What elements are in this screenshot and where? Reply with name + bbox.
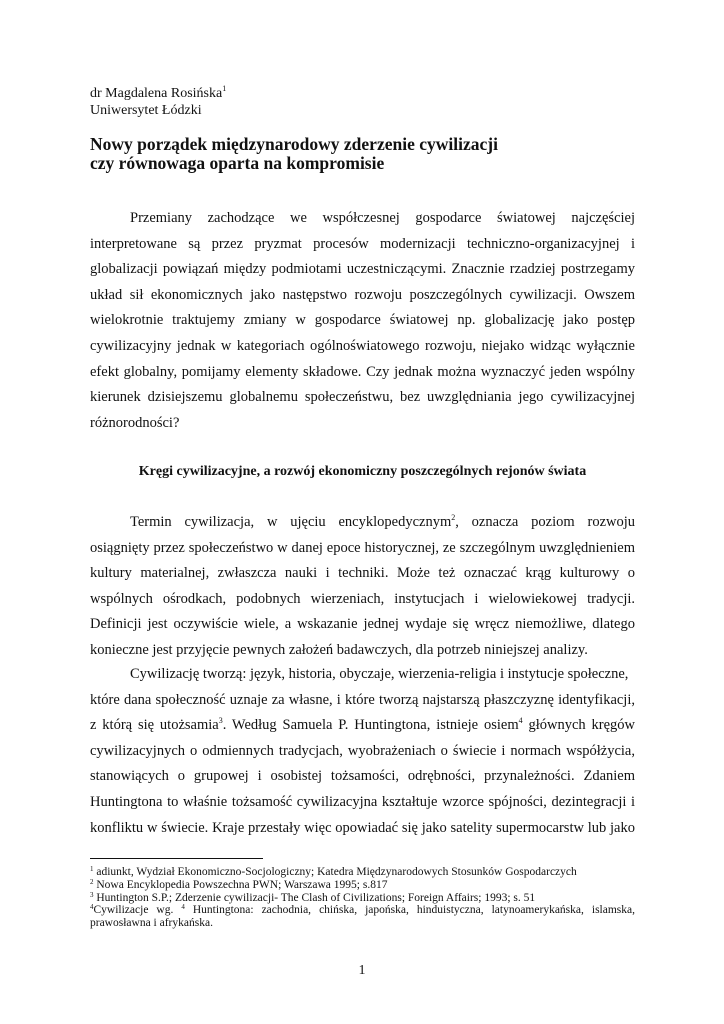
author-footnote-mark: 1	[222, 84, 227, 93]
author-line	[90, 85, 226, 102]
intro-paragraph	[90, 206, 635, 436]
footnote-text: Nowa Encyklopedia Powszechna PWN; Warszawa 1995; s.817	[93, 878, 388, 891]
civilization-line: które dana społeczność uznaje za własne, i które tworzą najstarszą płaszczyznę identyfikacji,	[90, 691, 635, 708]
footnote-number: 4	[90, 903, 94, 912]
paper-title	[90, 135, 498, 173]
civilization-line: stanowiących o grupowej i osobistej tożsamości, odrębności, przynależności. Zdaniem	[90, 768, 635, 785]
intro-line: wielokrotnie traktujemy zmiany w gospodarce światowej np. globalizację jako postęp	[90, 312, 635, 329]
footnote-number: 4	[181, 903, 185, 912]
footnote-text: Huntingtona: zachodnia, chińska, japońska, hinduistyczna, latynoamerykańska, islamska,	[184, 904, 635, 917]
footnote-mark: 4	[518, 716, 523, 726]
text-run: Termin cywilizacja, w ujęciu encyklopedycznym	[130, 514, 452, 530]
footnote	[90, 866, 635, 879]
footnote	[90, 892, 635, 905]
definition-line: konieczne jest przyjęcie pewnych założeń badawczych, dla potrzeb niniejszej analizy.	[90, 641, 588, 658]
definition-line: osiągnięty przez społeczeństwo w danej epoce historycznej, ze szczególnym uwzględnieniem	[90, 539, 635, 556]
text-run: głównych kręgów	[522, 717, 635, 734]
intro-line: układ sił ekonomicznych jako następstwo rozwoju poszczególnych cywilizacji. Owszem	[90, 286, 635, 303]
footnote-text: Cywilizacje wg.	[93, 904, 182, 917]
intro-line: cywilizacyjny jednak w kategoriach ogólnoświatowego rozwoju, niejako widząc wyłącznie	[90, 337, 635, 354]
affiliation: Uniwersytet Łódzki	[90, 103, 202, 118]
footnote-separator	[90, 858, 263, 859]
intro-line: różnorodności?	[90, 414, 180, 431]
intro-line: globalizacji powiązań między podmiotami uczestniczącymi. Znacznie rzadziej postrzegamy	[90, 261, 635, 278]
title-line-1: Nowy porządek międzynarodowy zderzenie cywilizacji	[90, 134, 498, 154]
definition-line	[90, 510, 635, 536]
footnote-number: 1	[90, 865, 94, 873]
civilization-line: konfliktu w świecie. Kraje przestały więc opowiadać się jako satelity supermocarstw lub jako	[90, 819, 635, 836]
footnote-text: adiunkt, Wydział Ekonomiczno-Socjologiczny; Katedra Międzynarodowych Stosunków Gospodarczych	[93, 866, 577, 878]
footnotes	[90, 866, 635, 930]
definition-paragraph	[90, 510, 635, 664]
intro-line: efekt globalny, pomijamy elementy składowe. Czy jednak można wyznaczyć jeden wspólny	[90, 363, 635, 380]
footnote-mark: 3	[218, 716, 223, 726]
footnote-text: Huntington S.P.; Zderzenie cywilizacji- The Clash of Civilizations; Foreign Affairs; 1993; s. 51	[93, 891, 536, 904]
title-line-2: czy równowaga oparta na kompromisie	[90, 153, 385, 173]
definition-line: kultury materialnej, zwłaszcza nauki i techniki. Może też oznaczać krąg kulturowy o	[90, 565, 635, 582]
footnote-mark: 2	[451, 513, 456, 522]
text-run: , oznacza poziom rozwoju	[455, 514, 636, 530]
text-run: . Według Samuela P. Huntingtona, istnieje osiem	[222, 717, 519, 734]
intro-line: Przemiany zachodzące we współczesnej gospodarce światowej najczęściej	[130, 210, 635, 226]
civilization-line	[90, 713, 635, 739]
footnote	[90, 879, 635, 892]
footnote-number: 2	[90, 877, 94, 886]
definition-line: wspólnych ośrodkach, podobnych wierzeniach, instytucjach i wielowiekowej tradycji.	[90, 590, 635, 607]
intro-line: kierunek dzisiejszemu globalnemu społeczeństwu, bez uwzględniania jego cywilizacyjnej	[90, 389, 635, 406]
footnote-number: 3	[90, 890, 94, 899]
footnote	[90, 904, 635, 917]
text-run: z którą się utożsamia	[90, 717, 219, 734]
civilization-line: Huntingtona to właśnie tożsamość cywilizacyjna kształtuje wzorce spójności, dezintegracji i	[90, 793, 635, 810]
civilization-line: Cywilizację tworzą: język, historia, obyczaje, wierzenia-religia i instytucje społeczne,	[130, 666, 629, 682]
definition-line: Definicji jest oczywiście wiele, a wskazanie jednej wydaje się wręcz niemożliwe, dlatego	[90, 616, 635, 633]
page-number: 1	[358, 963, 366, 978]
civilization-paragraph	[90, 662, 635, 841]
civilization-line: cywilizacyjnych o odmiennych tradycjach, wyobrażeniach o świecie i normach współżycia,	[90, 742, 635, 759]
section-heading: Kręgi cywilizacyjne, a rozwój ekonomiczny poszczególnych rejonów świata	[138, 464, 587, 479]
intro-line: interpretowane są przez pryzmat procesów modernizacji techniczno-organizacyjnej i	[90, 235, 635, 252]
author-name: dr Magdalena Rosińska	[90, 86, 223, 101]
footnote-continuation: prawosławna i afrykańska.	[90, 917, 213, 930]
